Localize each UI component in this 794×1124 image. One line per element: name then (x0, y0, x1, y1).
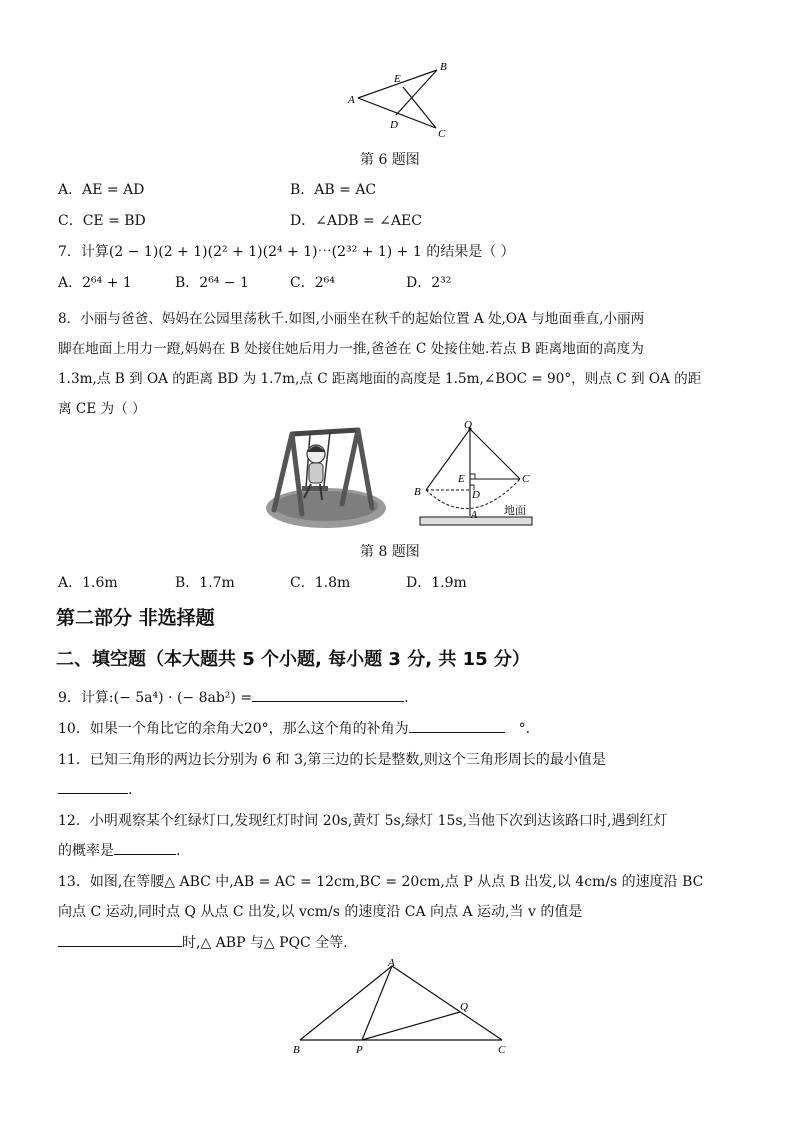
q6-option-d: D．∠ADB = ∠AEC (290, 213, 422, 229)
label-a: A (471, 510, 478, 521)
segment-pq (362, 1012, 460, 1040)
q13-line-3 (58, 932, 348, 952)
q10-suffix: °. (518, 721, 531, 737)
q8-line-4: 离 CE 为（ ） (58, 401, 146, 417)
q13-line-2: 向点 C 运动,同时点 Q 从点 C 出发,以 vcm/s 的速度沿 CA 向点 A 运动,当 v 的值是 (58, 904, 583, 920)
q7-stem: 7．计算(2 − 1)(2 + 1)(2² + 1)(2⁴ + 1)⋯(2³² + 1) + 1 的结果是（ ） (58, 244, 515, 260)
q11-line-1: 11．已知三角形的两边长分别为 6 和 3,第三边的长是整数,则这个三角形周长的最小值是 (58, 752, 606, 768)
q13-answer-blank[interactable] (58, 932, 182, 947)
q11-line-2 (58, 779, 132, 798)
q12-line-2 (58, 840, 180, 860)
label-a: A (348, 94, 355, 106)
q8-line-2: 脚在地面上用力一蹬,妈妈在 B 处接住她后用力一推,爸爸在 C 处接住她.若点 B 距离地面的高度为 (58, 341, 644, 357)
q9-suffix: . (404, 690, 409, 706)
q8-line-3: 1.3m,点 B 到 OA 的距离 BD 为 1.7m,点 C 距离地面的高度是 1.5m,∠BOC = 90°，则点 C 到 OA 的距 (58, 371, 702, 387)
q10-answer-blank[interactable] (409, 718, 505, 733)
swing-illustration (262, 422, 388, 530)
figure-q6 (340, 58, 460, 144)
q7-option-d: D．2³² (406, 275, 452, 291)
segment-ap (362, 966, 392, 1040)
q12-line-1: 12．小明观察某个红绿灯口,发现红灯时间 20s,黄灯 5s,绿灯 15s,当他下次到达该路口时,遇到红灯 (58, 813, 668, 829)
label-c: C (498, 1044, 506, 1056)
q12-suffix: . (176, 843, 181, 859)
figure-q8-geometry (408, 420, 538, 530)
label-d: D (472, 489, 480, 501)
q9-answer-blank[interactable] (252, 687, 404, 702)
q13-line-1: 13．如图,在等腰△ ABC 中,AB = AC = 12cm,BC = 20cm,点 P 从点 B 出发,以 4cm/s 的速度沿 BC (58, 874, 704, 890)
figure-caption-q6: 第 6 题图 (360, 152, 420, 168)
segment-ab (300, 966, 392, 1040)
figure-caption-q8: 第 8 题图 (360, 544, 420, 560)
part2-title: 第二部分 非选择题 (56, 607, 215, 629)
q11-suffix: . (128, 782, 133, 798)
label-ground: 地面 (504, 505, 526, 517)
label-b: B (440, 61, 447, 73)
segment-ac (392, 966, 502, 1040)
q7-option-b: B．2⁶⁴ − 1 (175, 275, 249, 291)
label-c: C (522, 473, 530, 485)
q8-option-c: C．1.8m (290, 575, 351, 591)
q6-option-b: B．AB = AC (290, 182, 377, 198)
label-c: C (438, 128, 446, 140)
label-b: B (414, 486, 421, 498)
label-e: E (394, 73, 401, 85)
q9-text: 9．计算:(− 5a⁴) · (− 8ab²) = (58, 690, 253, 706)
q6-option-a: A．AE = AD (58, 182, 145, 198)
label-a: A (388, 957, 395, 969)
q7-option-a: A．2⁶⁴ + 1 (58, 275, 132, 291)
label-q: Q (460, 1001, 468, 1013)
q9 (58, 687, 409, 707)
q10-text: 10．如果一个角比它的余角大20°，那么这个角的补角为 (58, 721, 409, 737)
q12-text: 的概率是 (58, 843, 114, 859)
q8-option-d: D．1.9m (406, 575, 467, 591)
q8-line-1: 8．小丽与爸爸、妈妈在公园里荡秋千.如图,小丽坐在秋千的起始位置 A 处,OA 与地面垂直,小丽两 (58, 311, 645, 327)
label-p: P (356, 1044, 363, 1056)
section-title: 二、填空题（本大题共 5 个小题, 每小题 3 分, 共 15 分） (56, 649, 530, 670)
label-b: B (293, 1044, 300, 1056)
q8-option-a: A．1.6m (58, 575, 118, 591)
q6-option-c: C．CE = BD (58, 213, 146, 229)
q13-text: 时,△ ABP 与△ PQC 全等. (182, 935, 348, 951)
label-d: D (390, 119, 398, 131)
q10 (58, 718, 530, 738)
q12-answer-blank[interactable] (114, 840, 176, 855)
q11-answer-blank[interactable] (58, 779, 128, 794)
q7-option-c: C．2⁶⁴ (290, 275, 335, 291)
segment-oc (470, 429, 520, 479)
label-o: O (464, 420, 472, 431)
q8-option-b: B．1.7m (175, 575, 235, 591)
figure-q13 (290, 956, 520, 1062)
label-e: E (458, 473, 465, 485)
